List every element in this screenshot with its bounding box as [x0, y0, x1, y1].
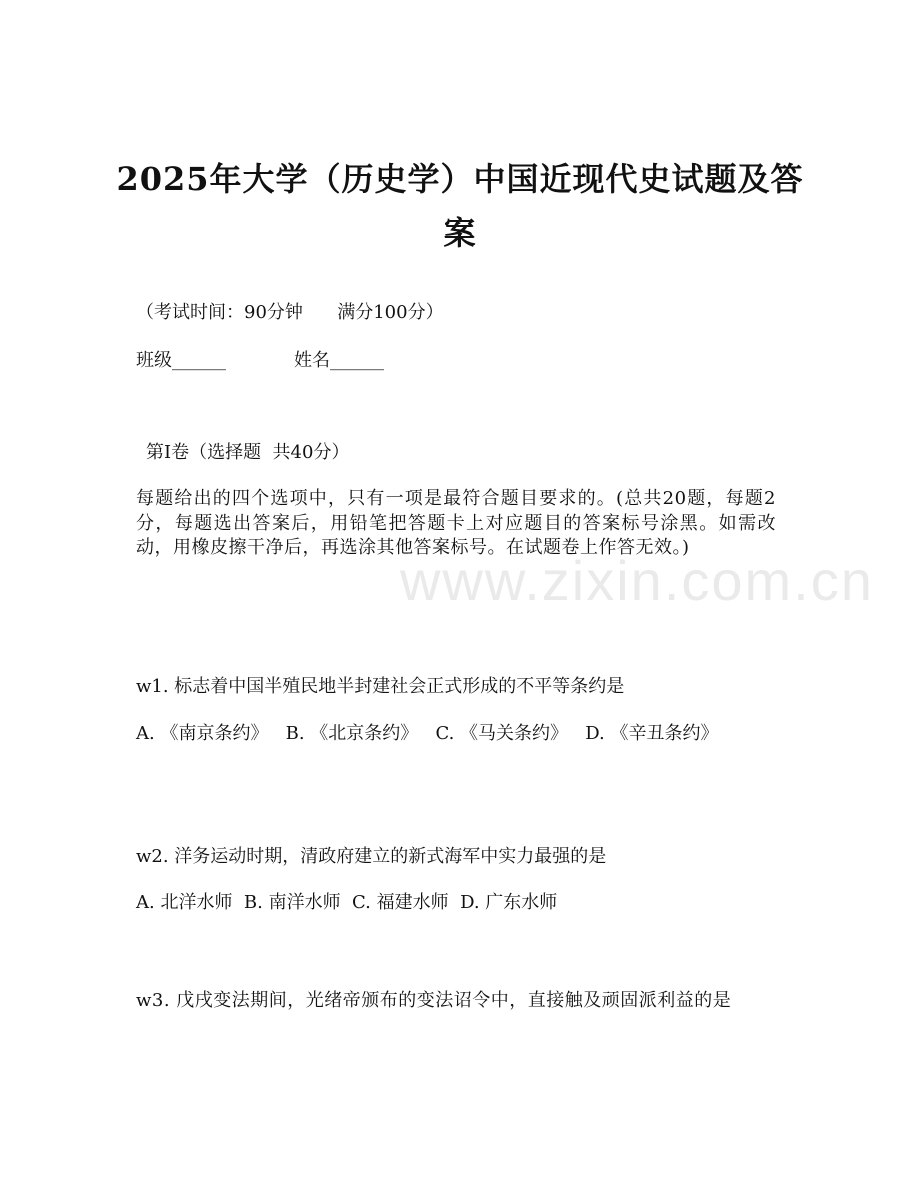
option-d: D. 广东水师 — [460, 892, 558, 913]
option-b: B. 南洋水师 — [243, 892, 341, 913]
option-b: B. 《北京条约》 — [285, 723, 419, 744]
document-title: 2025年大学（历史学）中国近现代史试题及答案 — [116, 160, 804, 252]
option-d: D. 《辛丑条约》 — [585, 723, 719, 744]
question-2-options — [136, 889, 776, 917]
option-c: C. 《马关条约》 — [435, 723, 569, 744]
option-a: A. 《南京条约》 — [136, 723, 269, 744]
option-c: C. 福建水师 — [352, 892, 449, 913]
question-3-stem: w3. 戊戌变法期间，光绪帝颁布的变法诏令中，直接触及顽固派利益的是 — [136, 990, 732, 1011]
question-2-stem: w2. 洋务运动时期，清政府建立的新式海军中实力最强的是 — [136, 846, 607, 867]
option-a: A. 北洋水师 — [136, 892, 233, 913]
section-title: 第Ⅰ卷（选择题 共40分） — [146, 442, 350, 463]
name-field: 姓名______ — [294, 350, 384, 371]
question-1-options — [136, 720, 776, 748]
watermark: www.zixin.com.cn — [400, 549, 874, 612]
exam-info: （考试时间：90分钟 满分100分） — [136, 302, 444, 323]
question-1-stem: w1. 标志着中国半殖民地半封建社会正式形成的不平等条约是 — [136, 676, 625, 697]
instructions: 每题给出的四个选项中，只有一项是最符合题目要求的。(总共20题，每题2分，每题选出答案后，用铅笔把答题卡上对应题目的答案标号涂黑。如需改动，用橡皮擦干净后，再选涂其他答案标号。在试题卷上作答无效。) — [136, 488, 776, 558]
class-field: 班级______ — [136, 350, 226, 371]
